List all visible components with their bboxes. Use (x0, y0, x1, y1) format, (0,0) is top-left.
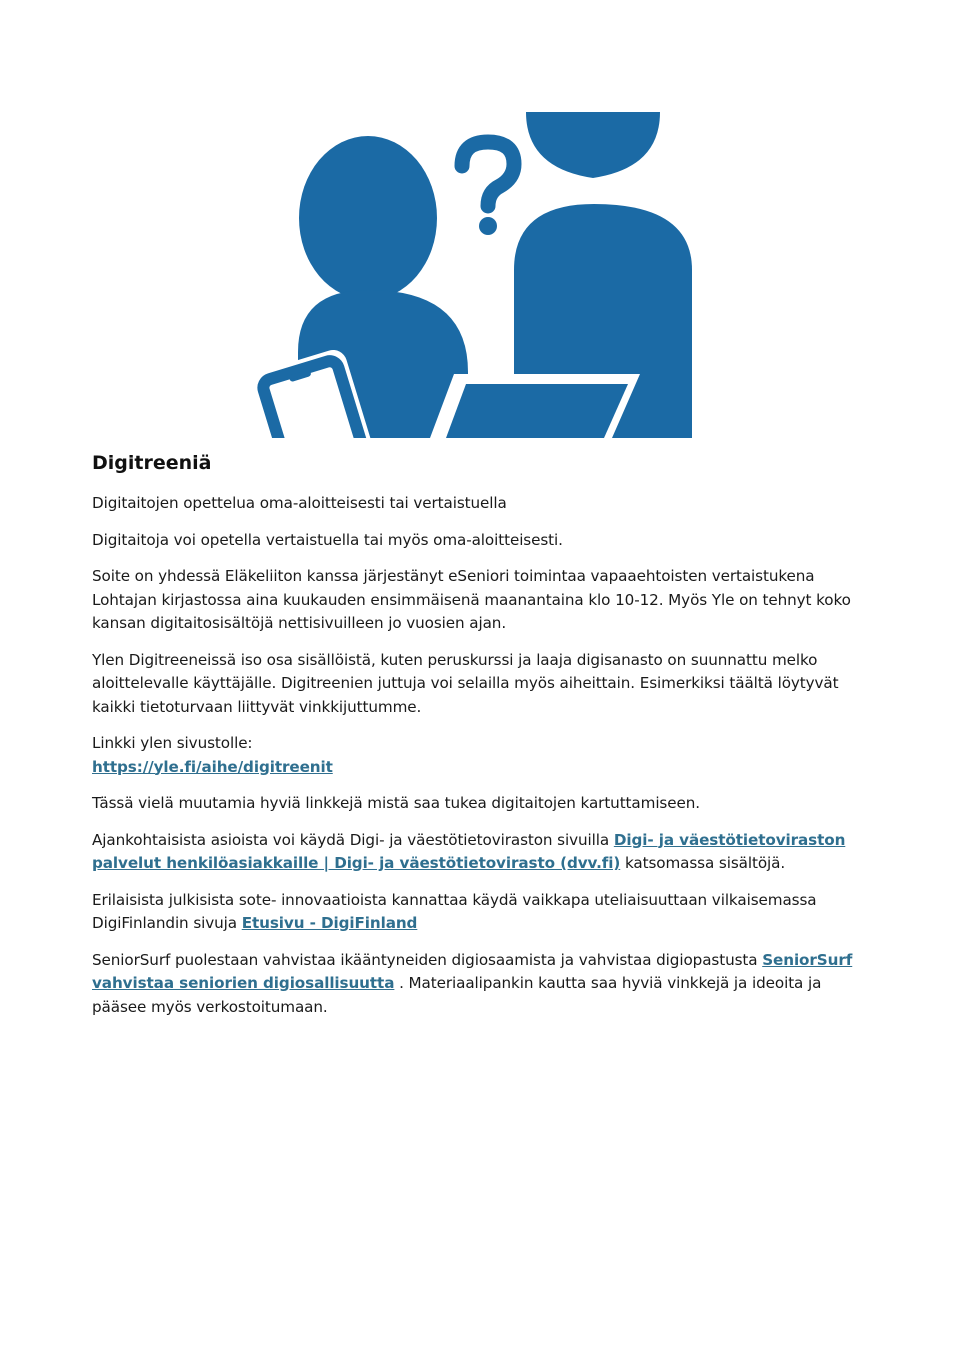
paragraph-intro: Digitaitoja voi opetella vertaistuella tai myös oma-aloitteisesti. (92, 530, 563, 549)
paragraph-seniorsurf (92, 949, 872, 1020)
seniorsurf-text-after: . Materiaalipankin kautta saa hyviä vinkkejä ja ideoita ja pääsee myös verkostoitumaan. (92, 974, 822, 1016)
seniorsurf-text-before: SeniorSurf puolestaan vahvistaa ikääntyneiden digiosaamista ja vahvistaa digiopastusta (92, 950, 763, 969)
paragraph-links-intro: Tässä vielä muutamia hyviä linkkejä mistä saa tukea digitaitojen kartuttamiseen. (92, 794, 700, 812)
digifinland-link[interactable]: Etusivu - DigiFinland (241, 914, 418, 932)
yle-link-label: Linkki ylen sivustolle: (92, 734, 253, 752)
question-mark-icon (462, 142, 514, 235)
yle-digitreenit-link[interactable]: https://yle.fi/aihe/digitreenit (92, 757, 333, 776)
right-person-head (526, 112, 660, 178)
article (92, 452, 872, 1032)
seniorsurf-link[interactable]: SeniorSurf vahvistaa seniorien digiosallisuutta (92, 950, 853, 992)
laptop-icon (430, 374, 640, 438)
dvv-link[interactable]: Digi- ja väestötietoviraston palvelut henkilöasiakkaille | Digi- ja väestötietovirasto (dvv.fi) (92, 830, 846, 872)
dvv-text-after: katsomassa sisältöjä. (620, 854, 786, 872)
digifinland-text-before: Erilaisista julkisista sote- innovaatioista kannattaa käydä vaikkapa uteliaisuuttaan vilkaisemassa DigiFinlandin sivuja (92, 890, 817, 932)
subtitle: Digitaitojen opettelua oma-aloitteisesti tai vertaistuella (92, 494, 507, 512)
two-people-question-icon (240, 112, 700, 438)
paragraph-yle-link (92, 732, 872, 779)
paragraph-digitreenit: Ylen Digitreeneissä iso osa sisällöistä, kuten peruskurssi ja laaja digisanasto on suunnattu melko aloittelevalle käyttäjälle. Digitreenien juttuja voi selailla myös aiheittain. Esimerkiksi täältä löytyvät kaikki tietoturvaan liittyvät vinkkijuttumme. (92, 650, 839, 716)
paragraph-eseniori: Soite on yhdessä Eläkeliiton kanssa järjestänyt eSeniori toimintaa vapaaehtoisten vertaistukena Lohtajan kirjastossa aina kuukauden ensimmäisenä maanantaina klo 10-12. Myös Yle on tehnyt koko kansan digitaitosisältöjä nettisivuilleen jo vuosien ajan. (92, 567, 851, 632)
left-person-head (299, 136, 437, 300)
paragraph-digifinland (92, 889, 872, 936)
dvv-text-before: Ajankohtaisista asioista voi käydä Digi- ja väestötietoviraston sivuilla (92, 830, 614, 849)
page-title: Digitreeniä (92, 452, 212, 474)
paragraph-dvv (92, 829, 872, 876)
